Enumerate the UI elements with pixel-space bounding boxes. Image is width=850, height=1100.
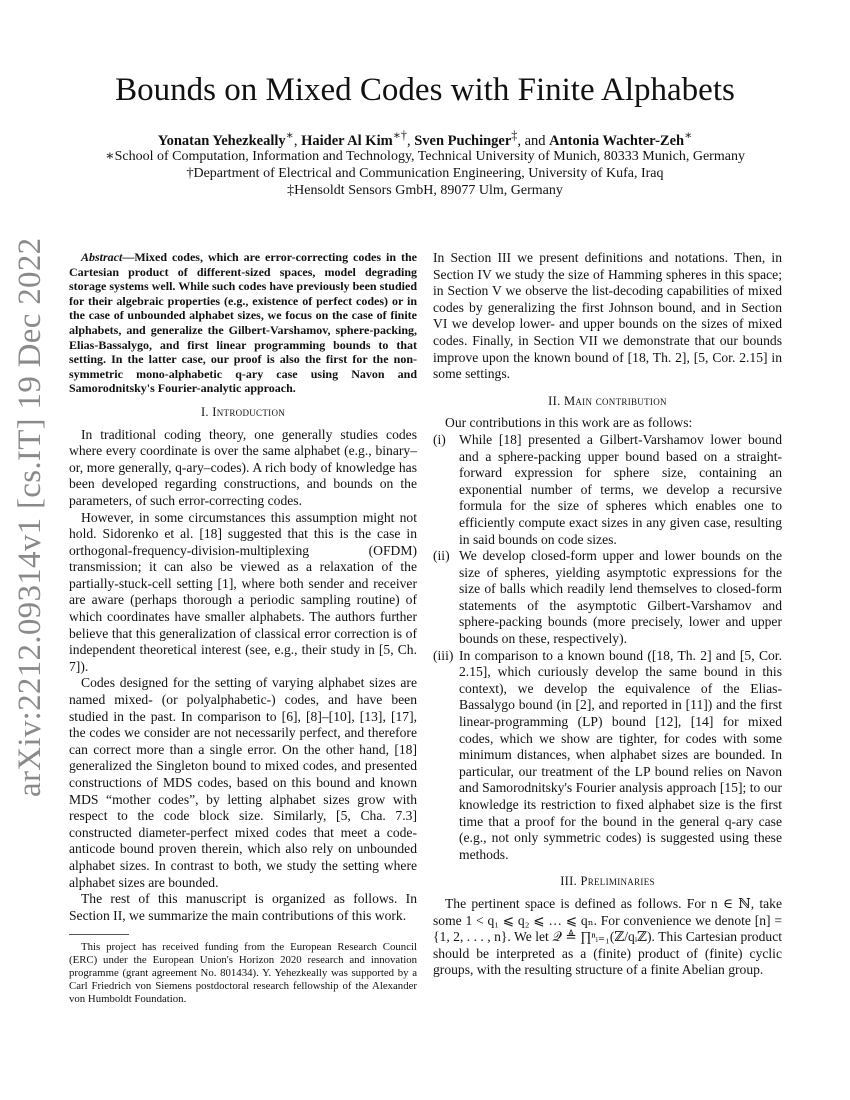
left-column <box>69 250 417 1006</box>
abstract-label: Abstract <box>81 250 123 264</box>
list-item-label: (iii) <box>433 647 454 663</box>
affiliation: ∗School of Computation, Information and Technology, Technical University of Munich, 80333 Munich, Germany <box>105 149 745 164</box>
section-number: II. <box>548 393 561 408</box>
paragraph: The rest of this manuscript is organized as follows. In Section II, we summarize the main contributions of this work. <box>69 891 417 923</box>
author-name: Yonatan Yehezkeally <box>157 132 286 149</box>
author-name: Sven Puchinger <box>414 132 512 149</box>
paragraph: However, in some circumstances this assumption might not hold. Sidorenko et al. [18] suggested that this is the case in orthogonal-frequency-division-multiplexing (OFDM) transmission; it can also be viewed as a relaxation of the partially-stuck-cell setting [1], where both sender and receiver are aware (perhaps thorough a periodic sampling routine) of which coordinates have smaller alphabets. The authors further believe that this generalization of classical error correction is of independent theoretical interest (see, e.g., their study in [5, Ch. 7]). <box>69 509 417 674</box>
author-list: Yonatan Yehezkeally∗, Haider Al Kim∗†, Sven Puchinger‡, and Antonia Wachter-Zeh∗ <box>157 128 693 149</box>
affiliation: ‡Hensoldt Sensors GmbH, 89077 Ulm, Germany <box>287 183 563 198</box>
list-item-text: We develop closed-form upper and lower bounds on the size of spheres, yielding asymptotic expressions for the size of balls which readily lend themselves to closed-form statements of the asymptotic Gilbert-Varshamov and sphere-packing bounds (more precisely, lower and upper bounds on these, respectively). <box>459 548 782 647</box>
author-name: Antonia Wachter-Zeh <box>549 132 685 149</box>
paper-title: Bounds on Mixed Codes with Finite Alphabets <box>115 72 735 108</box>
list-item <box>433 648 782 864</box>
footnote: This project has received funding from the European Research Council (ERC) under the European Union's Horizon 2020 research and innovation programme (grant agreement No. 801434). Y. Yehezkeally was supported by a Carl Friedrich von Siemens postdoctoral research fellowship of the Alexander von Humboldt Foundation. <box>69 941 417 1006</box>
author-mark: ∗† <box>392 128 407 142</box>
arxiv-identifier: arXiv:2212.09314v1 [cs.IT] 19 Dec 2022 <box>12 237 48 797</box>
paragraph: In Section III we present definitions and notations. Then, in Section IV we study the size of Hamming spheres in this space; in Section V we observe the list-decoding capabilities of mixed codes by generalizing the first Johnson bound, and in Section VI we develop lower- and upper bounds on the sizes of mixed codes. Finally, in Section VII we demonstrate that our bounds improve upon the known bound of [18, Th. 2], [5, Cor. 2.15] in some settings. <box>433 250 782 382</box>
list-item-label: (ii) <box>433 548 450 564</box>
section-number: III. <box>560 874 578 889</box>
footnote-rule <box>69 934 129 935</box>
paragraph: Our contributions in this work are as follows: <box>445 415 693 431</box>
section-heading <box>433 873 782 890</box>
section-title: Introduction <box>212 404 286 419</box>
paragraph: The pertinent space is defined as follows. For n ∈ ℕ, take some 1 < q₁ ⩽ q₂ ⩽ … ⩽ qₙ. For convenience we denote [n] = {1, 2, . . . , n}. We let 𝒬 ≜ ∏ⁿᵢ₌₁(ℤ/qᵢℤ). This Cartesian product should be interpreted as a (finite) product of (finite) cyclic groups, with the resulting structure of a finite Abelian group. <box>433 895 782 978</box>
affiliation: †Department of Electrical and Communication Engineering, University of Kufa, Iraq <box>186 166 664 181</box>
list-item <box>433 548 782 648</box>
section-heading <box>69 404 417 421</box>
abstract <box>69 250 417 396</box>
paragraph: In traditional coding theory, one generally studies codes where every coordinate is over the same alphabet (e.g., binary–or, more generally, q-ary–codes). A rich body of knowledge has been developed regarding constructions, and bounds on the parameters, of such error-correcting codes. <box>69 426 417 508</box>
paragraph: Codes designed for the setting of varying alphabet sizes are named mixed- (or polyalphabetic-) codes, and have been studied in the past. In comparison to [6], [8]–[10], [13], [17], the codes we consider are not necessarily perfect, and therefore can correct more than a single error. On the other hand, [18] generalized the Singleton bound to mixed codes, and presented constructions of MDS codes, based on this bound and known MDS “mother codes”, by letting alphabet sizes grow with respect to the code block size. Similarly, [5, Cha. 7.3] constructed diameter-perfect mixed codes that meet a code-anticode bound proven therein, which also rely on unbounded alphabet sizes. In contrast to both, we study the setting where alphabet sizes are bounded. <box>69 675 417 890</box>
abstract-body: —Mixed codes, which are error-correcting codes in the Cartesian product of different-sized spaces, model degrading storage systems well. While such codes have previously been studied for their algebraic properties (e.g., existence of perfect codes) or in the case of unbounded alphabet sizes, we focus on the case of finite alphabets, and generalize the Gilbert-Varshamov, sphere-packing, Elias-Bassalygo, and first linear programming bounds to that setting. In the latter case, our proof is also the first for the non-symmetric mono-alphabetic q-ary case using Navon and Samorodnitsky's Fourier-analytic approach. <box>69 250 417 396</box>
section-heading <box>433 393 782 410</box>
author-mark: ‡ <box>511 128 518 142</box>
author-mark: ∗ <box>285 128 294 142</box>
section-number: I. <box>200 404 209 419</box>
right-column <box>433 250 782 979</box>
list-item <box>433 432 782 548</box>
author-mark: ∗ <box>684 128 693 142</box>
list-item-text: While [18] presented a Gilbert-Varshamov lower bound and a sphere-packing upper bound based on a straight-forward expression for sphere size, containing an exponential number of terms, we develop a recursive formula for the size of spheres which enables one to efficiently compute exact sizes in any given case, resulting in said bounds on code sizes. <box>459 431 782 547</box>
author-name: Haider Al Kim <box>301 132 393 149</box>
list-item-label: (i) <box>433 431 446 447</box>
list-item-text: In comparison to a known bound ([18, Th. 2] and [5, Cor. 2.15], which curiously develop the same bound in this context), we develop the equivalence of the Elias-Bassalygo bound (in [2], and reported in [11]) and the first linear-programming (LP) bound [12], [14] for mixed codes, which we show are tighter, for codes with some minimum distances, when alphabet sizes are bounded. In particular, our treatment of the LP bound relies on Navon and Samorodnitsky's Fourier analysis approach [15]; to our knowledge its restriction to fixed alphabet size is the first time that a proof for the bound in the general q-ary case (e.g., not only symmetric codes) is suggested using these methods. <box>459 647 782 862</box>
section-title: Main contribution <box>563 393 667 408</box>
section-title: Preliminaries <box>580 874 655 889</box>
